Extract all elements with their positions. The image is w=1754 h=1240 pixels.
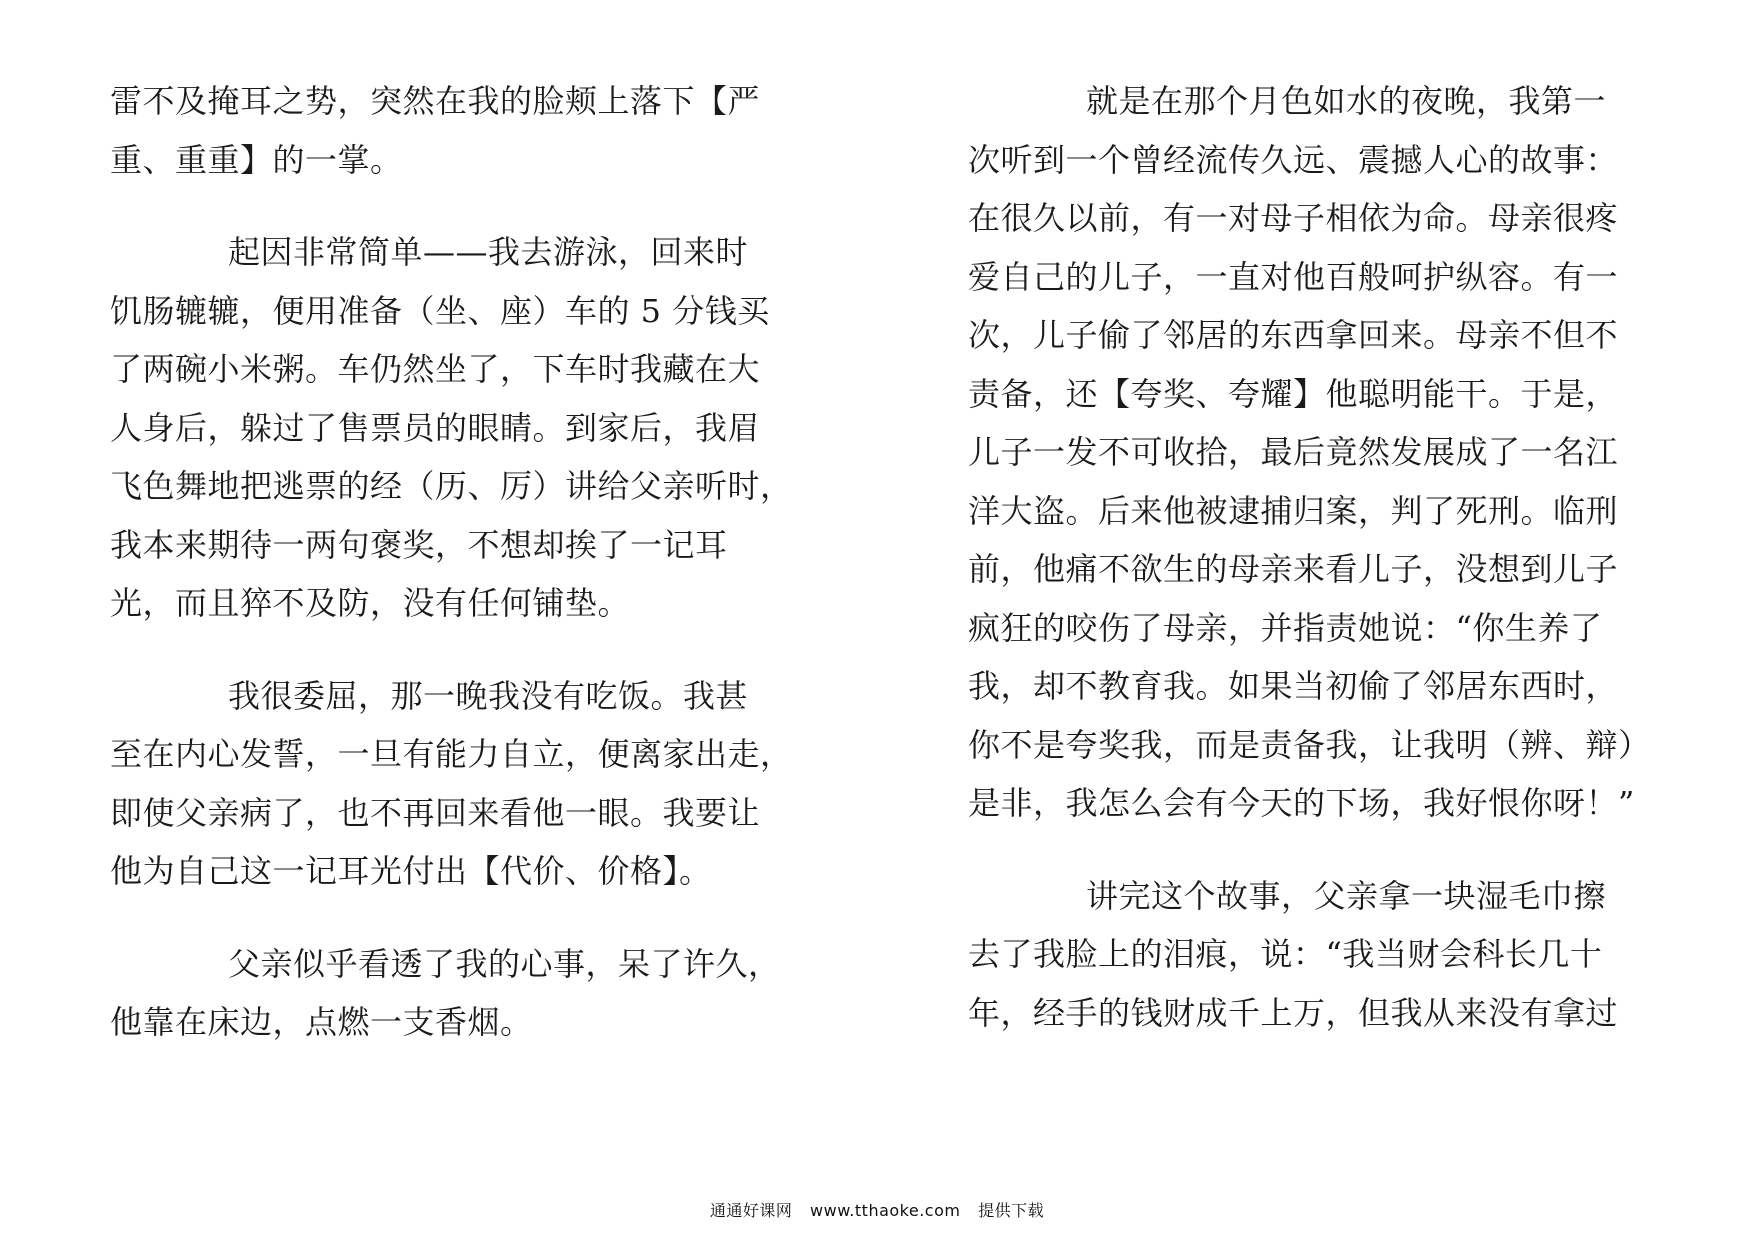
- text-line: 即使父亲病了，也不再回来看他一眼。我要让: [110, 793, 761, 832]
- text-line: 重、重重】的一掌。: [110, 140, 403, 179]
- paragraph: [110, 223, 800, 633]
- footer-site-name: 通通好课网: [709, 1201, 793, 1220]
- paragraph: [968, 867, 1668, 1043]
- text-line: 至在内心发誓，一旦有能力自立，便离家出走，: [110, 735, 793, 773]
- text-line: 饥肠辘辘，便用准备（坐、座）车的 5 分钱买: [110, 291, 770, 330]
- text-line: 父亲似乎看透了我的心事，呆了许久，: [228, 944, 781, 983]
- text-line: 他靠在床边，点燃一支香烟。: [110, 1003, 533, 1041]
- text-line: 我本来期待一两句褒奖，不想却挨了一记耳: [110, 525, 728, 564]
- text-line: 去了我脸上的泪痕，说：“我当财会科长几十: [968, 935, 1603, 973]
- text-line: 我很委屈，那一晚我没有吃饭。我甚: [228, 676, 749, 715]
- footer-url: www.tthaoke.com: [810, 1201, 961, 1220]
- text-line: 次听到一个曾经流传久远、震撼人心的故事：: [968, 140, 1619, 179]
- text-line: 爱自己的儿子，一直对他百般呵护纵容。有一: [968, 257, 1619, 296]
- page-footer: [0, 1198, 1754, 1221]
- text-line: 飞色舞地把逃票的经（历、厉）讲给父亲听时，: [110, 467, 793, 505]
- text-line: 是非，我怎么会有今天的下场，我好恨你呀！”: [968, 784, 1635, 822]
- text-line: 就是在那个月色如水的夜晚，我第一: [1086, 82, 1607, 120]
- text-line: 雷不及掩耳之势，突然在我的脸颊上落下【严: [110, 82, 761, 120]
- text-line: 人身后，躲过了售票员的眼睛。到家后，我眉: [110, 408, 761, 447]
- text-line: 前，他痛不欲生的母亲来看儿子，没想到儿子: [968, 550, 1619, 588]
- text-line: 疯狂的咬伤了母亲，并指责她说：“你生养了: [968, 608, 1603, 647]
- text-line: 起因非常简单——我去游泳，回来时: [228, 233, 749, 271]
- text-line: 他为自己这一记耳光付出【代价、价格】。: [110, 852, 712, 890]
- paragraph: [110, 72, 800, 189]
- text-line: 了两碗小米粥。车仍然坐了，下车时我藏在大: [110, 350, 761, 388]
- text-line: 光，而且猝不及防，没有任何铺垫。: [110, 584, 631, 622]
- left-text-column: [110, 72, 800, 1052]
- paragraph: [968, 72, 1668, 833]
- text-line: 在很久以前，有一对母子相依为命。母亲很疼: [968, 199, 1619, 237]
- text-line: 你不是夸奖我，而是责备我，让我明（辨、辩）: [968, 725, 1651, 764]
- text-line: 我，却不教育我。如果当初偷了邻居东西时，: [968, 667, 1619, 705]
- text-line: 儿子一发不可收拾，最后竟然发展成了一名江: [968, 433, 1619, 471]
- text-line: 年，经手的钱财成千上万，但我从来没有拿过: [968, 993, 1619, 1032]
- text-line: 洋大盗。后来他被逮捕归案，判了死刑。临刑: [968, 491, 1619, 530]
- paragraph: [110, 935, 800, 1052]
- text-line: 讲完这个故事，父亲拿一块湿毛巾擦: [1086, 876, 1607, 915]
- text-line: 次，儿子偷了邻居的东西拿回来。母亲不但不: [968, 316, 1619, 354]
- text-line: 责备，还【夸奖、夸耀】他聪明能干。于是，: [968, 374, 1619, 413]
- paragraph: [110, 667, 800, 901]
- footer-suffix: 提供下载: [978, 1201, 1045, 1220]
- right-text-column: [968, 72, 1668, 1042]
